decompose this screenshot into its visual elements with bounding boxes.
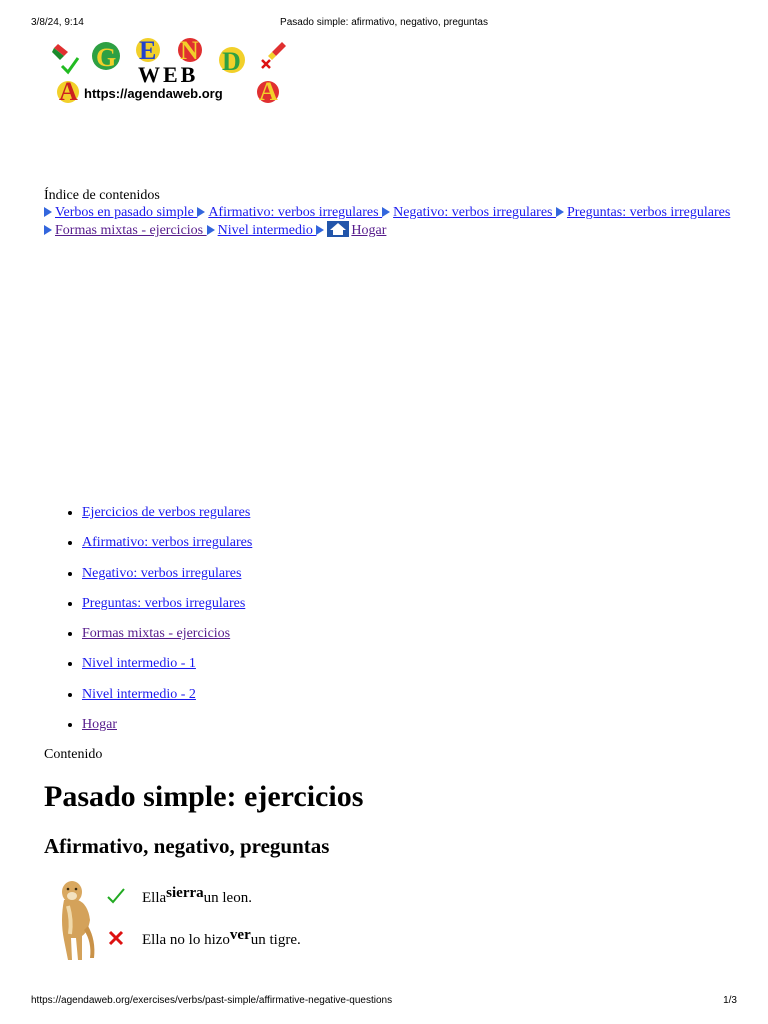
sentence-text: un leon. <box>203 890 252 906</box>
list-item <box>82 533 252 563</box>
svg-text:G: G <box>96 43 117 72</box>
logo-letter <box>92 42 120 72</box>
page-title: Pasado simple: ejercicios <box>44 780 364 813</box>
toc-link-negativo[interactable]: Negativo: verbos irregulares <box>393 205 556 220</box>
print-url: https://agendaweb.org/exercises/verbs/past-simple/affirmative-negative-questions <box>31 995 393 1006</box>
print-title: Pasado simple: afirmativo, negativo, preguntas <box>280 17 488 28</box>
exercise-link-list <box>44 503 252 745</box>
print-datetime: 3/8/24, 9:14 <box>31 17 84 28</box>
svg-text:N: N <box>180 38 199 65</box>
page-subtitle: Afirmativo, negativo, preguntas <box>44 834 330 858</box>
list-item <box>82 564 252 594</box>
link-formas-mixtas[interactable]: Formas mixtas - ejercicios <box>82 626 231 642</box>
link-negativo[interactable]: Negativo: verbos irregulares <box>82 565 242 581</box>
toc-link-nivel-intermedio[interactable]: Nivel intermedio <box>217 223 317 238</box>
list-item <box>82 685 252 715</box>
list-item <box>82 594 252 624</box>
list-item <box>82 503 252 533</box>
pencil-icon <box>52 44 68 60</box>
svg-text:A: A <box>59 77 78 104</box>
check-icon <box>106 886 126 906</box>
toc-link-verbos-pasado-simple[interactable]: Verbos en pasado simple <box>55 205 198 220</box>
arrow-right-icon <box>207 225 215 235</box>
lioness-image <box>54 880 100 962</box>
table-of-contents <box>44 188 734 239</box>
link-verbos-regulares[interactable]: Ejercicios de verbos regulares <box>82 505 251 520</box>
arrow-right-icon <box>44 225 52 235</box>
list-item <box>82 654 252 684</box>
sentence-verb: ver <box>229 927 251 943</box>
logo-letter <box>178 38 202 65</box>
sentence-verb: sierra <box>166 885 204 901</box>
logo-letter <box>257 77 279 104</box>
logo-url: https://agendaweb.org <box>84 86 223 101</box>
toc-link-hogar-label: Hogar <box>351 223 387 238</box>
toc-link-hogar[interactable] <box>327 223 386 238</box>
sentence-text: Ella <box>142 890 167 906</box>
toc-link-afirmativo[interactable]: Afirmativo: verbos irregulares <box>208 205 383 220</box>
pencil-icon <box>268 42 286 60</box>
link-nivel-intermedio-1[interactable]: Nivel intermedio - 1 <box>82 656 196 672</box>
toc-title: Índice de contenidos <box>44 188 160 203</box>
toc-link-formas-mixtas[interactable]: Formas mixtas - ejercicios <box>55 223 207 238</box>
sentence-text: Ella no lo hizo <box>142 932 230 948</box>
agendaweb-logo[interactable] <box>50 38 290 104</box>
logo-letter <box>57 77 79 104</box>
check-icon <box>62 58 78 72</box>
logo-letter <box>136 38 160 65</box>
cross-icon <box>106 928 126 948</box>
arrow-right-icon <box>382 207 390 217</box>
link-nivel-intermedio-2[interactable]: Nivel intermedio - 2 <box>82 686 196 702</box>
arrow-right-icon <box>197 207 205 217</box>
list-item <box>82 624 252 654</box>
content-label: Contenido <box>44 747 103 762</box>
toc-link-preguntas[interactable]: Preguntas: verbos irregulares <box>566 205 731 220</box>
link-preguntas[interactable]: Preguntas: verbos irregulares <box>82 595 246 611</box>
svg-text:E: E <box>139 38 157 65</box>
svg-text:A: A <box>259 77 278 104</box>
arrow-right-icon <box>556 207 564 217</box>
example-sentence-affirmative <box>142 885 252 907</box>
link-hogar[interactable]: Hogar <box>82 717 117 733</box>
arrow-right-icon <box>316 225 324 235</box>
print-header <box>0 17 768 31</box>
print-page-number: 1/3 <box>723 995 737 1006</box>
arrow-right-icon <box>44 207 52 217</box>
home-icon <box>327 221 349 237</box>
example-sentence-negative <box>142 927 301 949</box>
cross-icon <box>262 60 270 68</box>
print-footer <box>0 995 768 1009</box>
link-afirmativo[interactable]: Afirmativo: verbos irregulares <box>82 535 253 551</box>
list-item <box>82 715 252 745</box>
sentence-text: un tigre. <box>250 932 301 948</box>
svg-text:D: D <box>222 47 241 76</box>
logo-letter <box>219 47 245 76</box>
logo-word: WEB <box>138 62 199 87</box>
